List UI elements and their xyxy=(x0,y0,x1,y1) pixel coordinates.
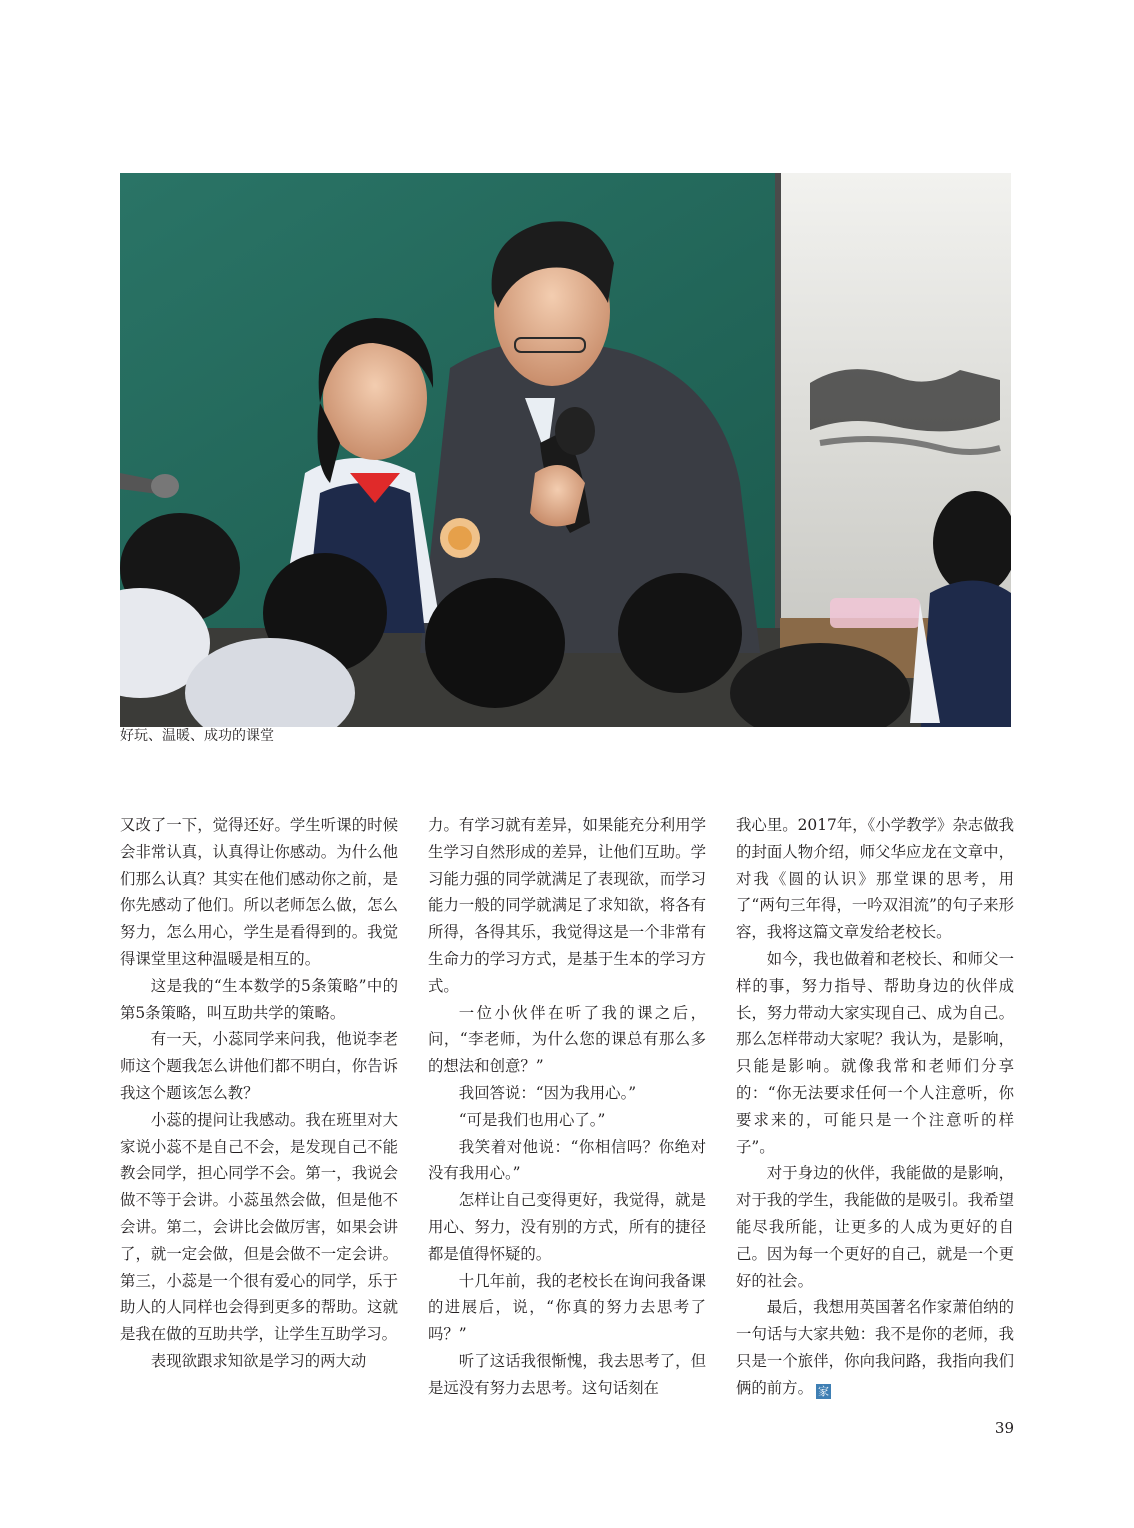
paragraph: 我回答说：“因为我用心。” xyxy=(458,1083,637,1102)
page-number: 39 xyxy=(994,1419,1014,1437)
paragraph: 又改了一下，觉得还好。学生听课的时候会非常认真，认真得让你感动。为什么他们那么认真？其实在他们感动你之前，是你先感动了他们。所以老师怎么做，怎么努力，怎么用心，学生是看得到的。我觉得课堂里这种温暖是相互的。 xyxy=(120,816,398,968)
paragraph: 怎样让自己变得更好，我觉得，就是用心、努力，没有别的方式，所有的捷径都是值得怀疑的。 xyxy=(428,1191,706,1263)
paragraph: 十几年前，我的老校长在询问我备课的进展后，说，“你真的努力去思考了吗？” xyxy=(428,1271,706,1344)
paragraph: 对于身边的伙伴，我能做的是影响，对于我的学生，我能做的是吸引。我希望能尽我所能，让更多的人成为更好的自己。因为每一个更好的自己，就是一个更好的社会。 xyxy=(736,1164,1014,1290)
end-mark-icon: 家 xyxy=(817,1384,829,1398)
last-paragraph xyxy=(736,1294,1014,1401)
paragraph: 表现欲跟求知欲是学习的两大动 xyxy=(150,1351,367,1370)
paragraph: 这是我的“生本数学的5条策略”中的第5条策略，叫互助共学的策略。 xyxy=(120,976,398,1022)
paragraph: 力。有学习就有差异，如果能充分利用学生学习自然形成的差异，让他们互助。学习能力强的同学就满足了表现欲，而学习能力一般的同学就满足了求知欲，将各有所得，各得其乐，我觉得这是一个非常有生命力的学习方式，是基于生本的学习方式。 xyxy=(428,816,706,995)
paragraph: 有一天，小蕊同学来问我，他说李老师这个题我怎么讲他们都不明白，你告诉我这个题该怎么教？ xyxy=(120,1030,398,1102)
paragraph: 小蕊的提问让我感动。我在班里对大家说小蕊不是自己不会，是发现自己不能教会同学，担心同学不会。第一，我说会做不等于会讲。小蕊虽然会做，但是他不会讲。第二，会讲比会做厉害，如果会讲了，就一定会做，但是会做不一定会讲。第三，小蕊是一个很有爱心的同学，乐于助人的人同样也会得到更多的帮助。这就是我在做的互助共学，让学生互助学习。 xyxy=(120,1110,398,1344)
paragraph: 我笑着对他说：“你相信吗？你绝对没有我用心。” xyxy=(428,1137,706,1183)
text-column-3 xyxy=(736,812,1014,1402)
paragraph: 一位小伙伴在听了我的课之后，问，“李老师，为什么您的课总有那么多的想法和创意？” xyxy=(428,1003,706,1076)
text-column-1 xyxy=(120,812,398,1375)
classroom-photo-illustration xyxy=(120,173,1011,727)
classroom-photo xyxy=(120,173,1011,727)
paragraph: 我心里。2017年，《小学教学》杂志做我的封面人物介绍，师父华应龙在文章中，对我《圆的认识》那堂课的思考，用了“两句三年得，一吟双泪流”的句子来形容，我将这篇文章发给老校长。 xyxy=(736,816,1014,942)
paragraph-text: 最后，我想用英国著名作家萧伯纳的一句话与大家共勉：我不是你的老师，我只是一个旅伴，你向我问路，我指向我们俩的前方。 xyxy=(736,1298,1014,1397)
text-column-2 xyxy=(428,812,706,1402)
paragraph: “可是我们也用心了。” xyxy=(458,1110,606,1129)
photo-caption: 好玩、温暖、成功的课堂 xyxy=(120,728,274,744)
paragraph: 听了这话我很惭愧，我去思考了，但是远没有努力去思考。这句话刻在 xyxy=(428,1351,706,1397)
paragraph: 如今，我也做着和老校长、和师父一样的事，努力指导、帮助身边的伙伴成长，努力带动大家实现自己、成为自己。那么怎样带动大家呢？我认为，是影响，只能是影响。就像我常和老师们分享的：“你无法要求任何一个人注意听，你要求来的，可能只是一个注意听的样子”。 xyxy=(736,949,1014,1156)
